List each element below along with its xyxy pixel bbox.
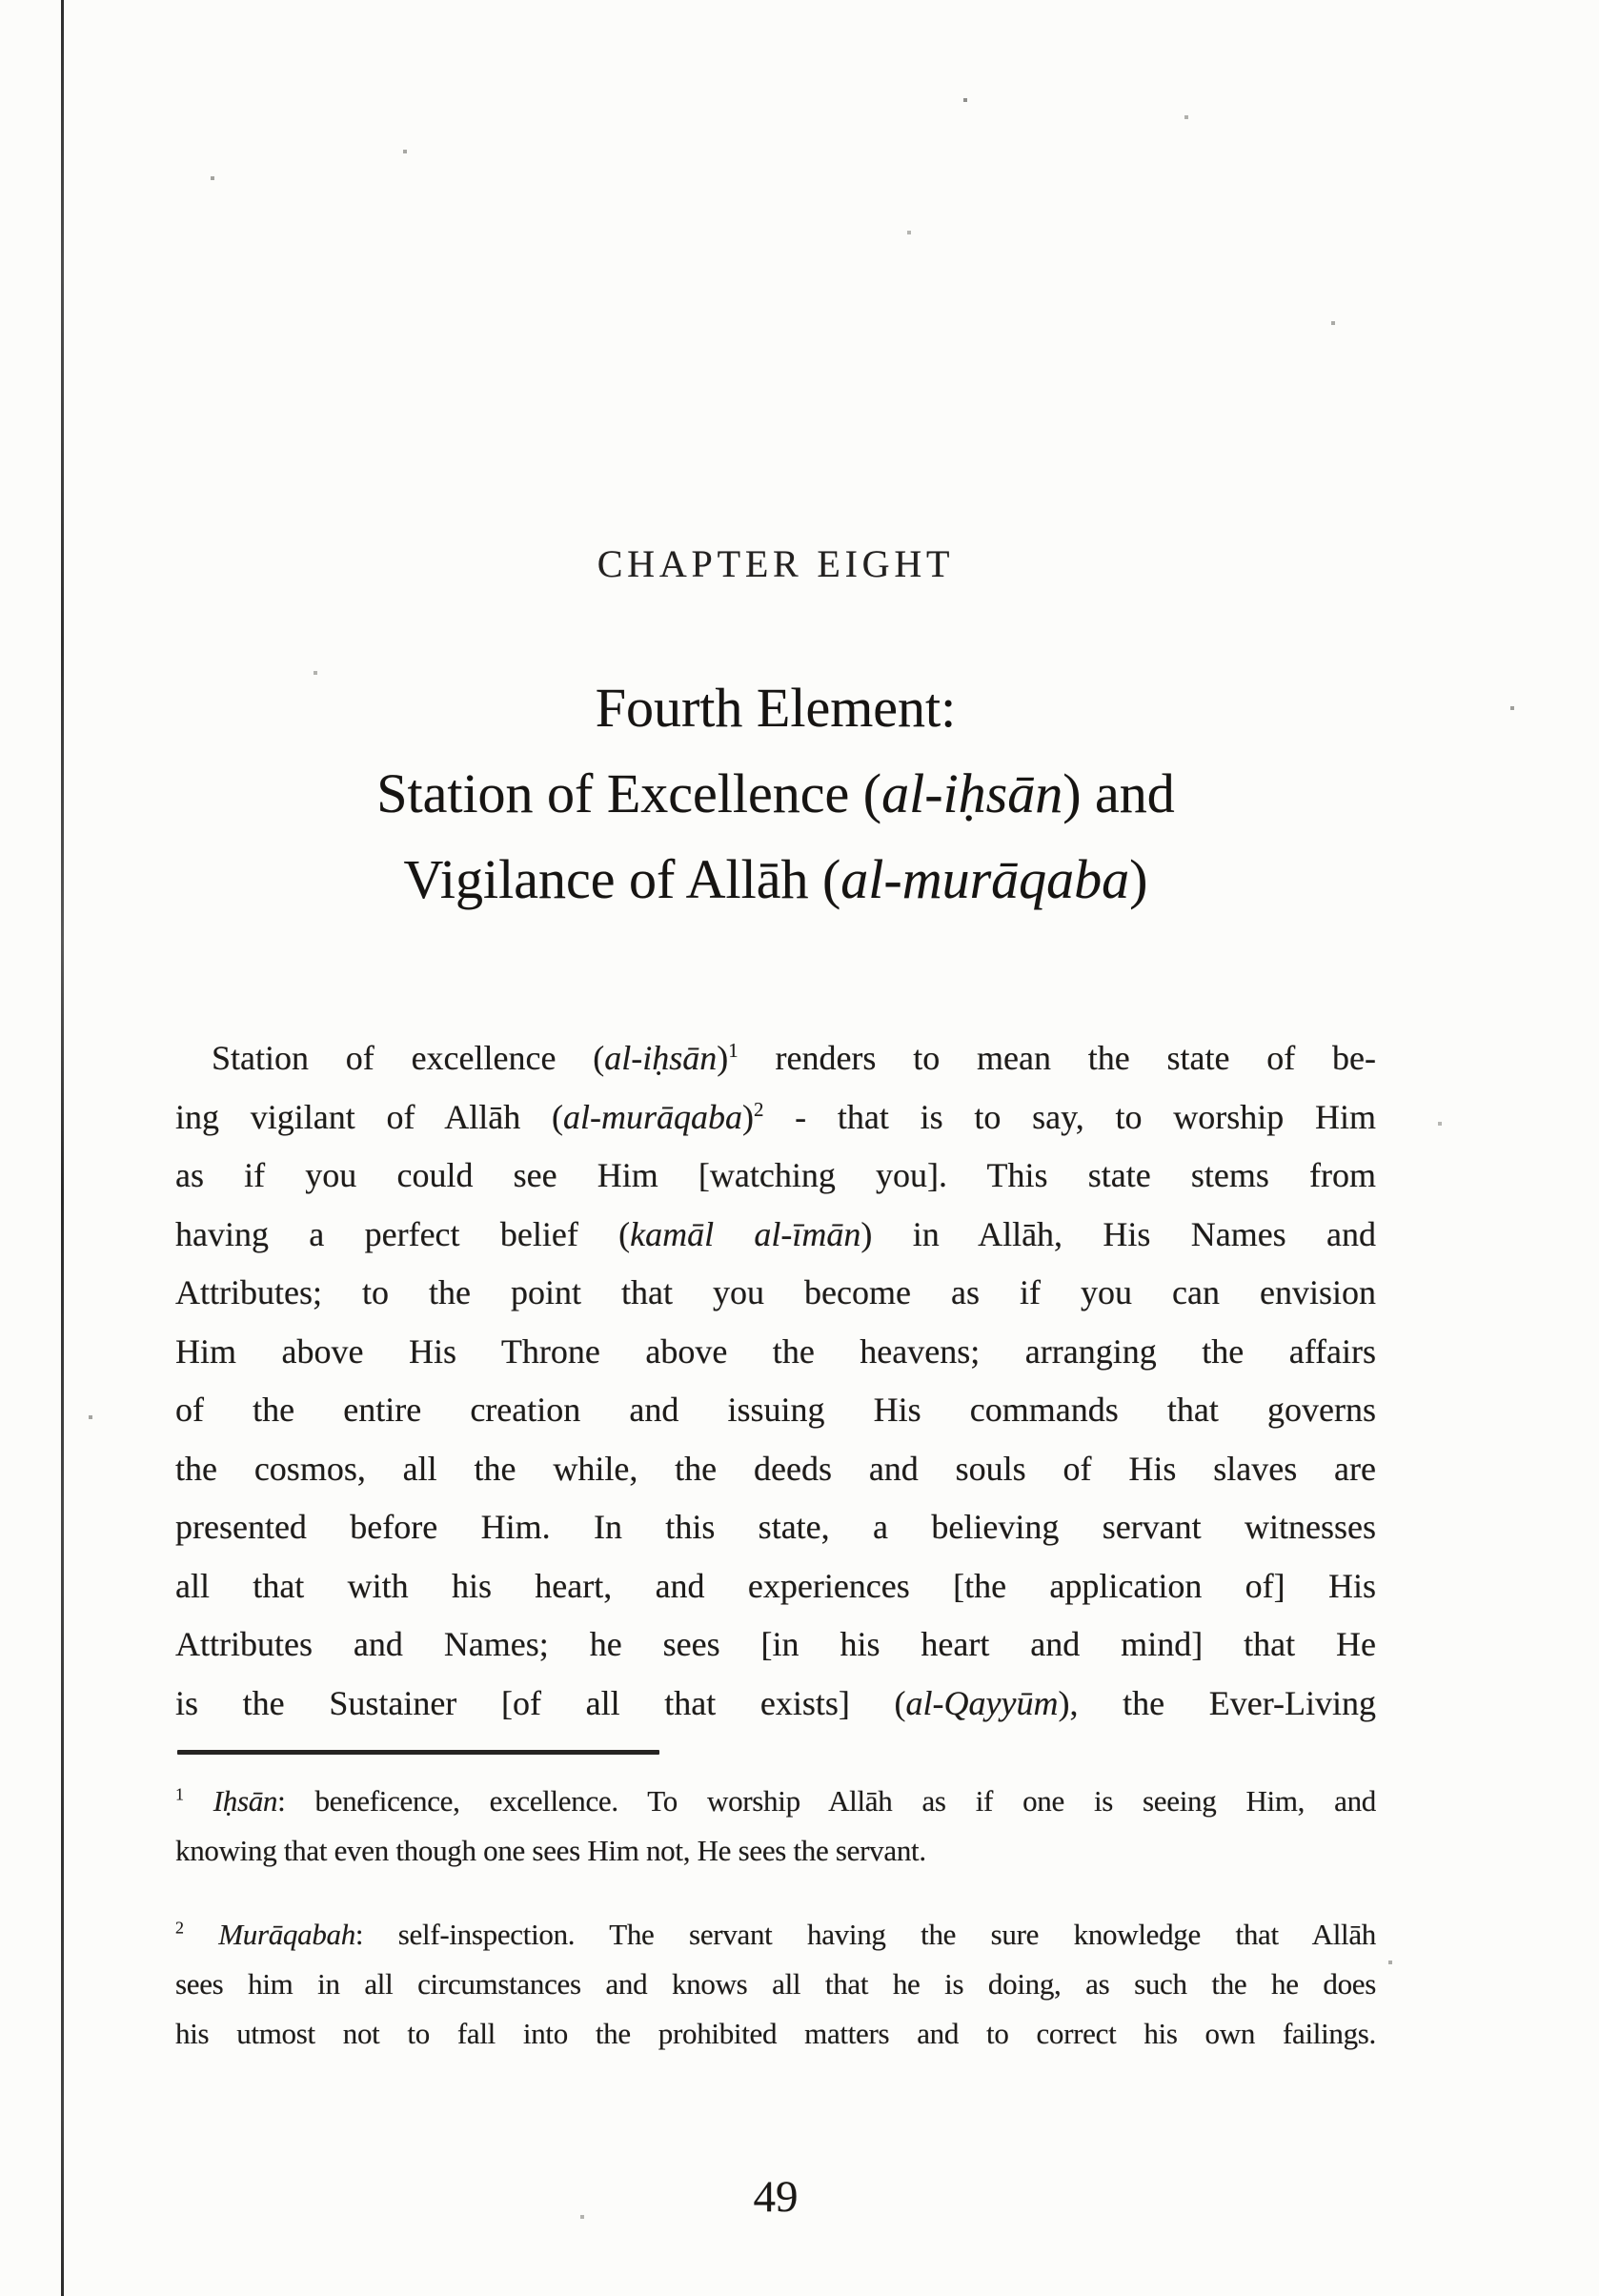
body-line: the cosmos, all the while, the deeds and souls of His slaves are: [175, 1449, 1376, 1488]
body-paragraph: [175, 1029, 1376, 1733]
footnotes-section: [175, 1777, 1376, 2093]
body-line: having a perfect belief (kamāl al-īmān) in Allāh, His Names and: [175, 1214, 1376, 1253]
body-line: Station of excellence (al-iḥsān)$^1$ renders to mean the state of be-: [212, 1039, 1376, 1077]
body-line: of the entire creation and issuing His commands that governs: [175, 1391, 1376, 1429]
body-line: Attributes and Names; he sees [in his heart and mind] that He: [175, 1625, 1376, 1663]
footnote-1: [175, 1777, 1376, 1876]
chapter-heading: CHAPTER EIGHT: [597, 542, 955, 585]
body-line: presented before Him. In this state, a believing servant witnesses: [175, 1508, 1376, 1546]
page-number: 49: [753, 2172, 799, 2222]
body-line: Attributes; to the point that you become as if you can envision: [175, 1273, 1376, 1311]
footnote-2: [175, 1910, 1376, 2059]
footnote-line: $^2$ Murāqabah: self-inspection. The servant having the sure knowledge that Allāh: [175, 1918, 1376, 1951]
footnote-rule: [177, 1750, 659, 1755]
footnote-line: his utmost not to fall into the prohibited matters and to correct his own failings.: [175, 2017, 1376, 2050]
body-line: ing vigilant of Allāh (al-murāqaba)$^2$ - that is to say, to worship Him: [175, 1097, 1376, 1136]
footnote-line: $^1$ Iḥsān: beneficence, excellence. To worship Allāh as if one is seeing Him, and: [175, 1784, 1376, 1818]
chapter-title: [175, 665, 1376, 923]
title-line: Vigilance of Allāh (al-murāqaba): [403, 848, 1148, 910]
spine-gutter-line: [61, 0, 64, 2296]
footnote-line: sees him in all circumstances and knows all that he is doing, as such the he does: [175, 1967, 1376, 2001]
body-line: is the Sustainer [of all that exists] (al-Qayyūm), the Ever-Living: [175, 1683, 1376, 1722]
title-line: Station of Excellence (al-iḥsān) and: [376, 762, 1175, 824]
body-line: Him above His Throne above the heavens; arranging the affairs: [175, 1331, 1376, 1371]
body-line: all that with his heart, and experiences [the application of] His: [175, 1566, 1376, 1605]
title-line: Fourth Element:: [595, 677, 957, 739]
footnote-line: knowing that even though one sees Him not, He sees the servant.: [175, 1834, 926, 1867]
body-line: as if you could see Him [watching you]. This state stems from: [175, 1156, 1376, 1194]
